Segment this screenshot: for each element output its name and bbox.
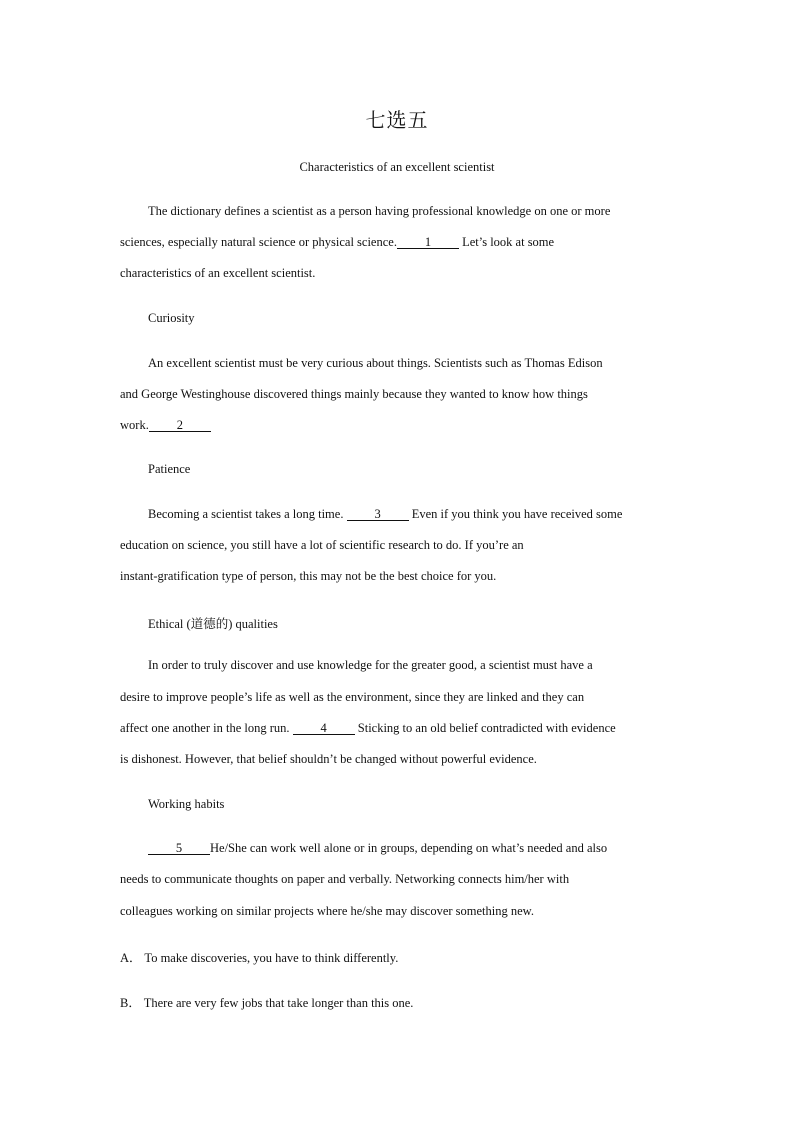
passage-title: Characteristics of an excellent scientist	[299, 160, 495, 174]
option-a: A． To make discoveries, you have to think differently.	[120, 951, 399, 965]
paragraph-line: desire to improve people’s life as well as the environment, since they are linked and they can	[120, 690, 585, 704]
paragraph-line: An excellent scientist must be very curious about things. Scientists such as Thomas Edison	[148, 356, 603, 370]
section-heading-ethical: Ethical (道德的) qualities	[148, 617, 278, 631]
text-span: He/She can work well alone or in groups, depending on what’s needed and also	[210, 841, 608, 855]
text-span: Even if you think you have received some	[408, 507, 623, 521]
text-span: affect one another in the long run.	[120, 721, 293, 735]
answer-blank-5[interactable]: 5	[148, 842, 210, 855]
text-span: sciences, especially natural science or physical science.	[120, 235, 397, 249]
paragraph-line	[120, 721, 616, 736]
answer-blank-2[interactable]: 2	[149, 419, 211, 432]
paragraph-line	[148, 841, 607, 856]
answer-blank-4[interactable]: 4	[293, 722, 355, 735]
paragraph-line	[120, 418, 211, 433]
paragraph-line: The dictionary defines a scientist as a person having professional knowledge on one or more	[148, 204, 611, 218]
section-heading-curiosity: Curiosity	[148, 311, 195, 325]
paragraph-line: needs to communicate thoughts on paper and verbally. Networking connects him/her with	[120, 872, 570, 886]
paragraph-line	[148, 507, 622, 522]
answer-blank-1[interactable]: 1	[397, 236, 459, 249]
paragraph-line: is dishonest. However, that belief shouldn’t be changed without powerful evidence.	[120, 752, 537, 766]
text-span: work.	[120, 418, 149, 432]
option-b: B． There are very few jobs that take longer than this one.	[120, 996, 414, 1010]
section-heading-patience: Patience	[148, 462, 191, 476]
answer-blank-3[interactable]: 3	[347, 508, 409, 521]
page-title: 七选五	[365, 110, 429, 132]
paragraph-line: colleagues working on similar projects where he/she may discover something new.	[120, 904, 535, 918]
paragraph-line: education on science, you still have a lot of scientific research to do. If you’re an	[120, 538, 524, 552]
paragraph-line: In order to truly discover and use knowledge for the greater good, a scientist must have a	[148, 658, 593, 672]
paragraph-line: characteristics of an excellent scientist.	[120, 266, 316, 280]
paragraph-line: and George Westinghouse discovered things mainly because they wanted to know how things	[120, 387, 588, 401]
text-span: Let’s look at some	[458, 235, 555, 249]
paragraph-line: instant-gratification type of person, this may not be the best choice for you.	[120, 569, 497, 583]
text-span: Sticking to an old belief contradicted with evidence	[354, 721, 616, 735]
section-heading-working-habits: Working habits	[148, 797, 225, 811]
paragraph-line	[120, 235, 554, 250]
text-span: Becoming a scientist takes a long time.	[148, 507, 347, 521]
